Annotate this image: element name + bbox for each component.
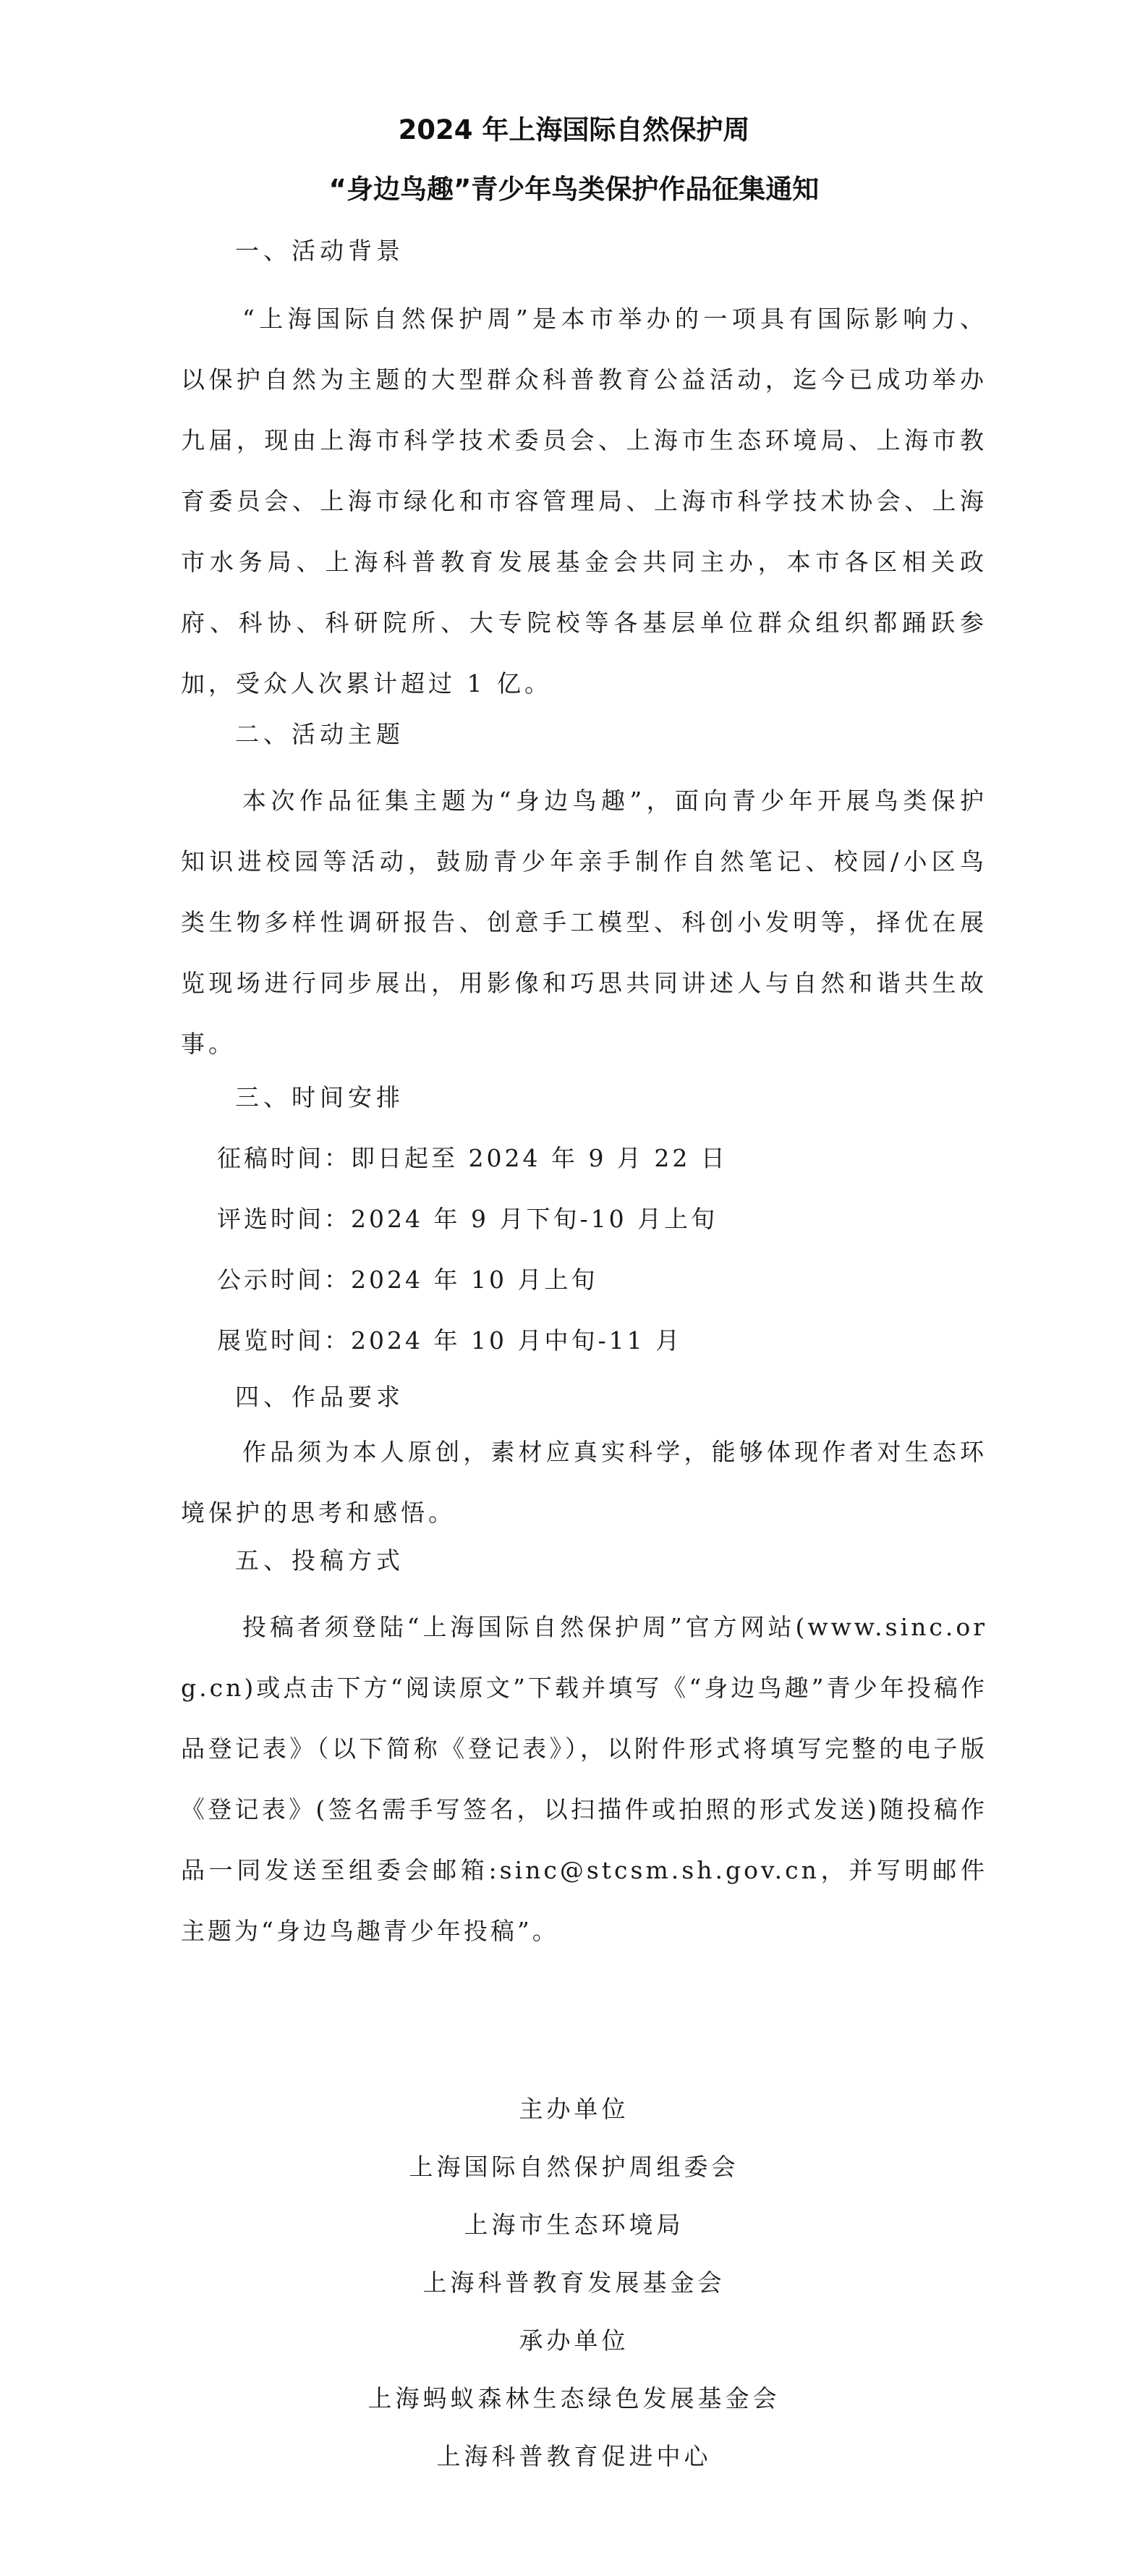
section-heading-theme: 二、活动主题 xyxy=(235,720,404,748)
undertaker-name: 上海科普教育促进中心 xyxy=(436,2442,712,2470)
undertaker-name: 上海蚂蚁森林生态绿色发展基金会 xyxy=(367,2384,781,2412)
organizer-name: 上海市生态环境局 xyxy=(464,2211,684,2239)
organizer-name: 上海科普教育发展基金会 xyxy=(422,2268,726,2297)
section-heading-submission: 五、投稿方式 xyxy=(235,1546,404,1575)
document-title-line-1: 2024 年上海国际自然保护周 xyxy=(398,114,750,145)
section-heading-background: 一、活动背景 xyxy=(235,237,404,265)
schedule-item-review-period: 评选时间：2024 年 9 月下旬-10 月上旬 xyxy=(217,1205,718,1233)
organizer-label: 主办单位 xyxy=(519,2095,629,2123)
section-text-submission: 投稿者须登陆“上海国际自然保护周”官方网站(www.sinc.org.cn)或点击下方“阅读原文”下载并填写《“身边鸟趣”青少年投稿作品登记表》（以下简称《登记表》），以附件形式将填写完整的电子版《登记表》(签名需手写签名，以扫描件或拍照的形式发送)随投稿作品一同发送至组委会邮箱:sinc@stcsm.sh.gov.cn，并写明邮件主题为“身边鸟趣青少年投稿”。 xyxy=(181,1613,987,1945)
schedule-item-submission-period: 征稿时间：即日起至 2024 年 9 月 22 日 xyxy=(217,1144,728,1172)
undertaker-label: 承办单位 xyxy=(519,2326,629,2355)
section-text-theme: 本次作品征集主题为“身边鸟趣”，面向青少年开展鸟类保护知识进校园等活动，鼓励青少年亲手制作自然笔记、校园/小区鸟类生物多样性调研报告、创意手工模型、科创小发明等，择优在展览现场进行同步展出，用影像和巧思共同讲述人与自然和谐共生故事。 xyxy=(181,787,987,1058)
schedule-item-publicity-period: 公示时间：2024 年 10 月上旬 xyxy=(217,1266,598,1294)
schedule-item-exhibition-period: 展览时间：2024 年 10 月中旬-11 月 xyxy=(217,1326,683,1355)
section-text-background: “上海国际自然保护周”是本市举办的一项具有国际影响力、以保护自然为主题的大型群众科普教育公益活动，迄今已成功举办九届，现由上海市科学技术委员会、上海市生态环境局、上海市教育委员会、上海市绿化和市容管理局、上海市科学技术协会、上海市水务局、上海科普教育发展基金会共同主办，本市各区相关政府、科协、科研院所、大专院校等各基层单位群众组织都踊跃参加，受众人次累计超过 1 亿。 xyxy=(181,305,987,698)
section-text-requirements: 作品须为本人原创，素材应真实科学，能够体现作者对生态环境保护的思考和感悟。 xyxy=(181,1438,987,1527)
document-title-line-2: “身边鸟趣”青少年鸟类保护作品征集通知 xyxy=(328,174,820,205)
section-heading-requirements: 四、作品要求 xyxy=(235,1383,404,1411)
section-heading-schedule: 三、时间安排 xyxy=(235,1083,404,1111)
organizer-name: 上海国际自然保护周组委会 xyxy=(409,2153,739,2181)
